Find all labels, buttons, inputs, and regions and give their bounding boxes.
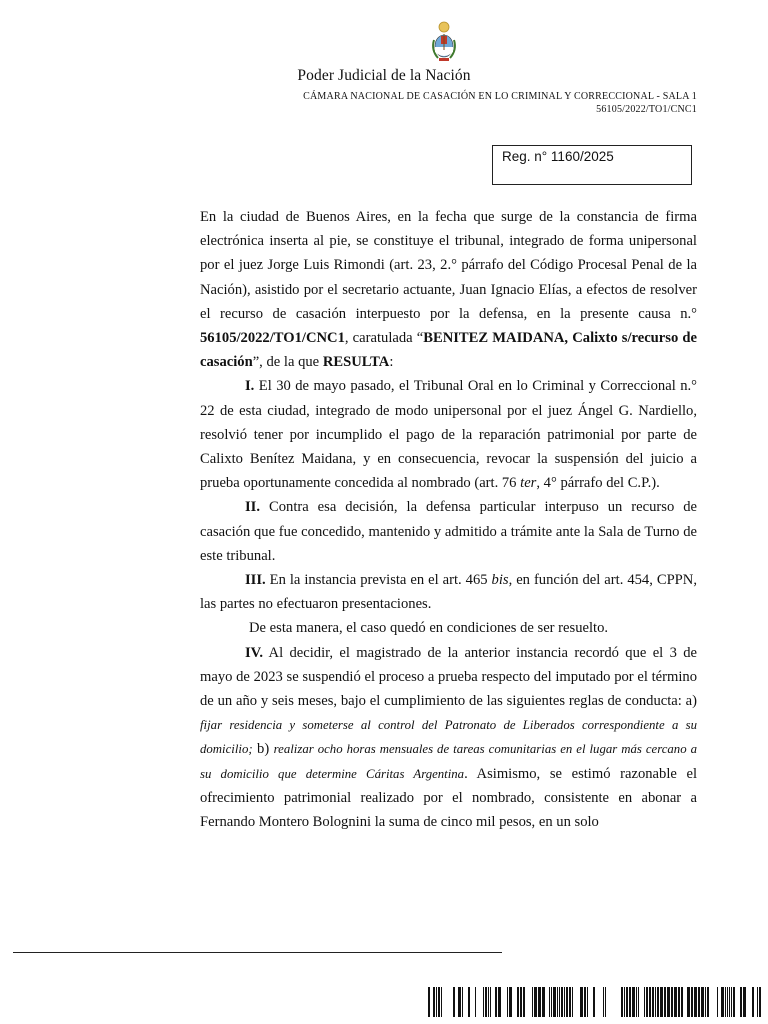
barcode-bar [453,987,455,1017]
barcode-bar [698,987,700,1017]
section-3-number: III. [245,572,266,589]
registry-number: Reg. n° 1160/2025 [502,149,614,164]
barcode-bar [664,987,666,1017]
barcode-bar [644,987,645,1017]
barcode-bar [580,987,583,1017]
barcode-bar [671,987,673,1017]
footnote-divider [13,952,502,953]
barcode-bar [584,987,586,1017]
barcode-bar [743,987,746,1017]
section-1-number: I. [245,378,255,395]
rule-b: realizar ocho horas mensuales de tareas comunitarias en el lugar más cercano a su domicilio que determine Cáritas Argentina [200,742,697,781]
barcode-bar [725,987,726,1017]
barcode-bar [632,987,635,1017]
barcode-bar [488,987,489,1017]
barcode-bar [433,987,435,1017]
barcode-bar [532,987,533,1017]
barcode-bar [551,987,552,1017]
barcode-icon [428,987,768,1017]
barcode-bar [621,987,623,1017]
rule-a: fijar residencia y someterse al control del Patronato de Liberados correspondiente a su domicilio; [200,718,697,757]
barcode-bar [731,987,732,1017]
case-code: 56105/2022/TO1/CNC1 [596,104,697,115]
barcode-bar [549,987,550,1017]
barcode-bar [495,987,497,1017]
barcode-bar [707,987,709,1017]
barcode-bar [691,987,693,1017]
barcode-bar [733,987,735,1017]
barcode-bar [705,987,706,1017]
section-4-number: IV. [245,644,263,661]
barcode-bar [638,987,639,1017]
section-1-paragraph: I. El 30 de mayo pasado, el Tribunal Oral en lo Criminal y Correccional n.° 22 de esta ciudad, integrado de modo unipersonal por el juez Ángel G. Nardiello, resolvió tener por incumplido el pago de la reparación patrimonial por parte de Calixto Benítez Maidana, y en consecuencia, revocar la suspensión del juicio a prueba oportunamente concedida al nombrado (art. 76 ter, 4° párrafo del C.P.). [200,378,697,492]
barcode-bar [538,987,541,1017]
barcode-bar [561,987,563,1017]
registry-box [492,145,692,185]
barcode-bar [603,987,604,1017]
resulta-heading: RESULTA [322,354,390,371]
barcode-bar [629,987,631,1017]
barcode-bar [652,987,654,1017]
barcode-bar [542,987,545,1017]
barcode-bar [649,987,651,1017]
barcode-bar [436,987,437,1017]
barcode-bar [498,987,501,1017]
barcode-bar [458,987,461,1017]
barcode-bar [509,987,512,1017]
barcode-bar [687,987,690,1017]
barcode-bar [490,987,491,1017]
barcode-bar [605,987,606,1017]
section-2-number: II. [245,499,261,516]
barcode-bar [559,987,560,1017]
barcode-bar [468,987,470,1017]
barcode-bar [553,987,556,1017]
institution-title: Poder Judicial de la Nación [297,67,471,84]
barcode-bar [428,987,430,1017]
barcode-bar [694,987,697,1017]
barcode-bar [636,987,637,1017]
document-body [200,205,697,834]
barcode-bar [759,987,761,1017]
barcode-bar [681,987,683,1017]
barcode-bar [729,987,730,1017]
barcode-bar [701,987,704,1017]
chamber-name: CÁMARA NACIONAL DE CASACIÓN EN LO CRIMINAL Y CORRECCIONAL - SALA 1 [303,91,697,102]
barcode-bar [626,987,628,1017]
barcode-bar [657,987,659,1017]
barcode-bar [674,987,677,1017]
barcode-bar [655,987,656,1017]
barcode-bar [557,987,558,1017]
barcode-bar [566,987,568,1017]
barcode-bar [660,987,663,1017]
barcode-bar [587,987,588,1017]
barcode-bar [485,987,487,1017]
section-4-paragraph: IV. Al decidir, el magistrado de la anterior instancia recordó que el 3 de mayo de 2023 se suspendió el proceso a prueba respecto del imputado por el término de un año y seis meses, bajo el cumplimiento de las siguientes reglas de conducta: a) fijar residencia y someterse al control del Patronato de Liberados correspondiente a su domicilio; b) realizar ocho horas mensuales de tareas comunitarias en el lugar más cercano a su domicilio que determine Cáritas Argentina. Asimismo, se estimó razonable el ofrecimiento patrimonial realizado por el nombrado, consistente en abonar a Fernando Montero Bolognini la suma de cinco mil pesos, en un solo [200,644,697,831]
barcode-bar [520,987,522,1017]
case-number: 56105/2022/TO1/CNC1 [200,330,345,347]
section-2-paragraph: II. Contra esa decisión, la defensa particular interpuso un recurso de casación que fue concedido, mantenido y admitido a trámite ante la Sala de Turno de este tribunal. [200,499,697,564]
barcode-bar [564,987,565,1017]
barcode-bar [507,987,508,1017]
barcode-bar [438,987,440,1017]
barcode-bar [757,987,758,1017]
section-3-paragraph: III. En la instancia prevista en el art. 465 bis, en función del art. 454, CPPN, las partes no efectuaron presentaciones. [200,572,697,613]
barcode-bar [569,987,571,1017]
case-name: BENITEZ MAIDANA, Calixto s/recurso de casación [200,330,697,371]
chamber-header [303,90,697,116]
barcode-bar [667,987,670,1017]
barcode-bar [475,987,476,1017]
barcode-bar [752,987,754,1017]
barcode-bar [717,987,718,1017]
intro-paragraph: En la ciudad de Buenos Aires, en la fecha que surge de la constancia de firma electrónica inserta al pie, se constituye el tribunal, integrado de forma unipersonal por el juez Jorge Luis Rimondi (art. 23, 2.° párrafo del Código Procesal Penal de la Nación), asistido por el secretario actuante, Juan Ignacio Elías, a efectos de resolver el recurso de casación interpuesto por la defensa, en la presente causa n.° 56105/2022/TO1/CNC1, caratulada “BENITEZ MAIDANA, Calixto s/recurso de casación”, de la que RESULTA: [200,209,697,371]
barcode-bar [517,987,519,1017]
barcode-bar [740,987,742,1017]
barcode-bar [721,987,724,1017]
barcode-bar [441,987,442,1017]
barcode-bar [483,987,484,1017]
barcode-bar [646,987,648,1017]
barcode-bar [624,987,625,1017]
barcode-bar [593,987,595,1017]
coat-of-arms-icon [428,20,460,62]
barcode-bar [678,987,680,1017]
barcode-bar [534,987,537,1017]
barcode-bar [572,987,573,1017]
barcode-bar [727,987,728,1017]
barcode-bar [523,987,525,1017]
barcode-bar [462,987,463,1017]
section-3-closing: De esta manera, el caso quedó en condiciones de ser resuelto. [249,620,609,637]
